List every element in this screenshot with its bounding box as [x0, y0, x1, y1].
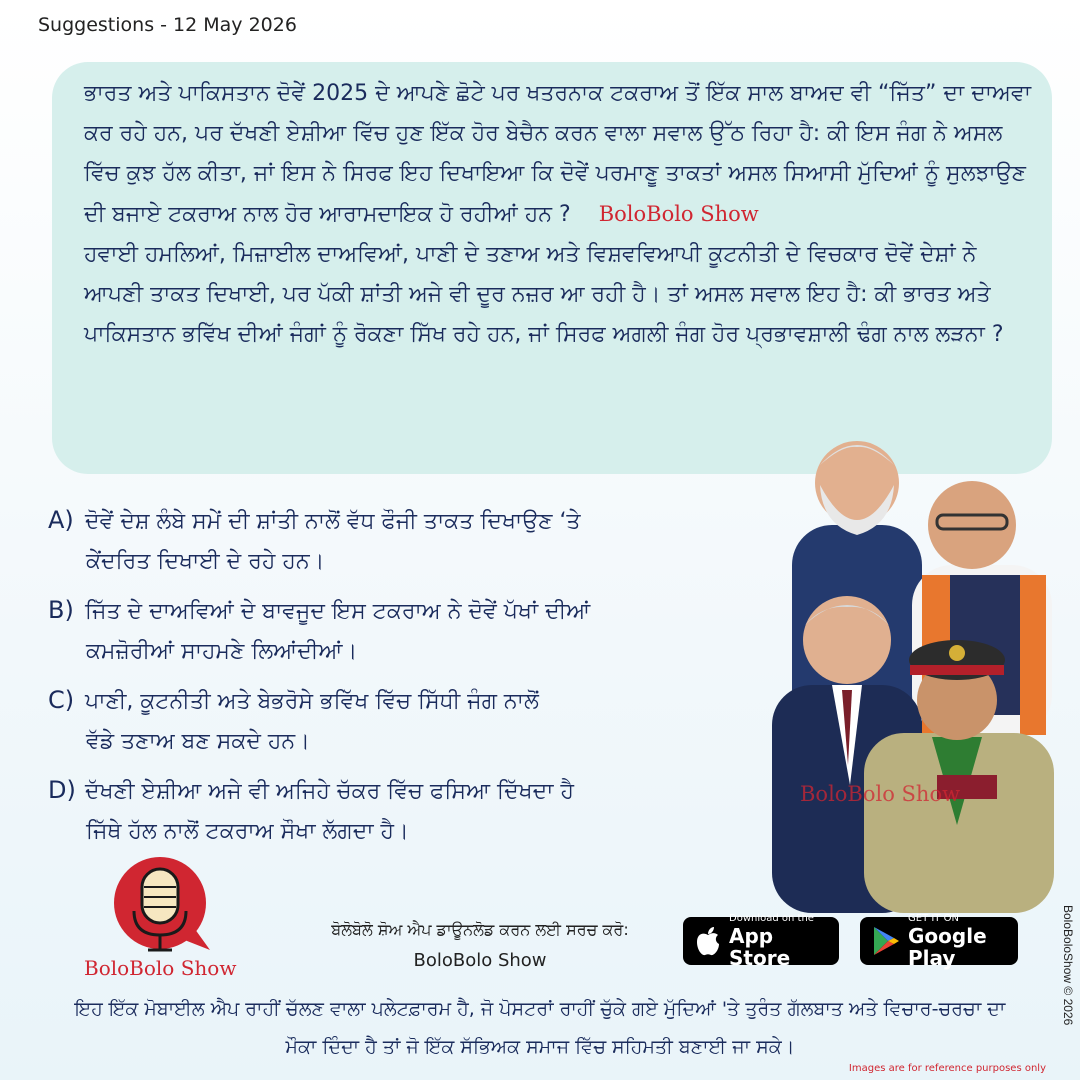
option-text-cont: ਕਮਜ਼ੋਰੀਆਂ ਸਾਹਮਣੇ ਲਿਆਂਦੀਆਂ। — [86, 639, 358, 664]
microphone-icon — [114, 857, 210, 950]
option-d[interactable] — [48, 770, 748, 852]
apple-icon — [695, 926, 721, 956]
option-letter: C) — [48, 686, 75, 714]
copyright-vertical — [1050, 905, 1075, 1065]
option-text-cont: ਜਿੱਥੇ ਹੱਲ ਨਾਲੋਂ ਟਕਰਾਅ ਸੌਖਾ ਲੱਗਦਾ ਹੈ। — [86, 819, 409, 844]
download-prompt — [300, 920, 660, 971]
option-letter: A) — [48, 506, 74, 534]
date-label: Suggestions - 12 May 2026 — [38, 14, 297, 36]
option-text: ਜਿੱਤ ਦੇ ਦਾਅਵਿਆਂ ਦੇ ਬਾਵਜੂਦ ਇਸ ਟਕਰਾਅ ਨੇ ਦੋਵੇਂ ਪੱਖਾਂ ਦੀਆਂ — [85, 599, 591, 624]
copyright-text: BoloBoloShow © 2026 — [1061, 905, 1075, 1026]
option-c[interactable] — [48, 680, 748, 762]
option-letter: D) — [48, 776, 76, 804]
app-store-big: App Store — [729, 924, 791, 970]
option-text: ਪਾਣੀ, ਕੂਟਨੀਤੀ ਅਤੇ ਬੇਭਰੋਸੇ ਭਵਿੱਖ ਵਿੱਚ ਸਿੱਧੀ ਜੰਗ ਨਾਲੋਂ — [85, 689, 539, 714]
google-play-button[interactable] — [860, 913, 1018, 970]
google-play-icon — [872, 926, 900, 956]
question-text-1: ਭਾਰਤ ਅਤੇ ਪਾਕਿਸਤਾਨ ਦੋਵੇਂ 2025 ਦੇ ਆਪਣੇ ਛੋਟੇ ਪਰ ਖਤਰਨਾਕ ਟਕਰਾਅ ਤੋਂ ਇੱਕ ਸਾਲ ਬਾਅਦ ਵੀ “ਜਿੱਤ” ਦਾ ਦਾਅਵਾ ਕਰ ਰਹੇ ਹਨ, ਪਰ ਦੱਖਣੀ ਏਸ਼ੀਆ ਵਿੱਚ ਹੁਣ ਇੱਕ ਹੋਰ ਬੇਚੈਨ ਕਰਨ ਵਾਲਾ ਸਵਾਲ ਉੱਠ ਰਿਹਾ ਹੈ: ਕੀ ਇਸ ਜੰਗ ਨੇ ਅਸਲ ਵਿੱਚ ਕੁਝ ਹੱਲ ਕੀਤਾ, ਜਾਂ ਇਸ ਨੇ ਸਿਰਫ ਇਹ ਦਿਖਾਇਆ ਕਿ ਦੋਵੇਂ ਪਰਮਾਣੂ ਤਾਕਤਾਂ ਅਸਲ ਸਿਆਸੀ ਮੁੱਦਿਆਂ ਨੂੰ ਸੁਲਝਾਉਣ ਦੀ ਬਜਾਏ ਟਕਰਾਅ ਨਾਲ ਹੋਰ ਆਰਾਮਦਾਇਕ ਹੋ ਰਹੀਆਂ ਹਨ ? — [84, 81, 1032, 227]
image-watermark: BoloBolo Show — [800, 782, 961, 806]
download-prompt-text: ਬੋਲੋਬੋਲੋ ਸ਼ੋਅ ਐਪ ਡਾਊਨਲੋਡ ਕਰਨ ਲਈ ਸਰਚ ਕਰੋ: — [331, 920, 629, 939]
option-letter: B) — [48, 596, 74, 624]
question-paragraph-1 — [84, 74, 1032, 235]
option-a[interactable] — [48, 500, 748, 582]
question-paragraph-2: ਹਵਾਈ ਹਮਲਿਆਂ, ਮਿਜ਼ਾਈਲ ਦਾਅਵਿਆਂ, ਪਾਣੀ ਦੇ ਤਣਾਅ ਅਤੇ ਵਿਸ਼ਵਵਿਆਪੀ ਕੂਟਨੀਤੀ ਦੇ ਵਿਚਕਾਰ ਦੋਵੇਂ ਦੇਸ਼ਾਂ ਨੇ ਆਪਣੀ ਤਾਕਤ ਦਿਖਾਈ, ਪਰ ਪੱਕੀ ਸ਼ਾਂਤੀ ਅਜੇ ਵੀ ਦੂਰ ਨਜ਼ਰ ਆ ਰਹੀ ਹੈ। ਤਾਂ ਅਸਲ ਸਵਾਲ ਇਹ ਹੈ: ਕੀ ਭਾਰਤ ਅਤੇ ਪਾਕਿਸਤਾਨ ਭਵਿੱਖ ਦੀਆਂ ਜੰਗਾਂ ਨੂੰ ਰੋਕਣਾ ਸਿੱਖ ਰਹੇ ਹਨ, ਜਾਂ ਸਿਰਫ ਅਗਲੀ ਜੰਗ ਹੋਰ ਪ੍ਰਭਾਵਸ਼ਾਲੀ ਢੰਗ ਨਾਲ ਲੜਨਾ ? — [84, 242, 1004, 347]
app-name: BoloBolo Show — [413, 950, 547, 971]
reference-note: Images are for reference purposes only — [848, 1063, 1046, 1074]
option-text: ਦੋਵੇਂ ਦੇਸ਼ ਲੰਬੇ ਸਮੇਂ ਦੀ ਸ਼ਾਂਤੀ ਨਾਲੋਂ ਵੱਧ ਫੌਜੀ ਤਾਕਤ ਦਿਖਾਉਣ ‘ਤੇ — [85, 509, 581, 534]
inline-brand-mark: BoloBolo Show — [598, 202, 759, 226]
option-text: ਦੱਖਣੀ ਏਸ਼ੀਆ ਅਜੇ ਵੀ ਅਜਿਹੇ ਚੱਕਰ ਵਿੱਚ ਫਸਿਆ ਦਿੱਖਦਾ ਹੈ — [85, 779, 574, 804]
google-play-small: GET IT ON — [908, 913, 959, 924]
leaders-photo — [772, 425, 1064, 913]
google-play-big: Google Play — [908, 924, 987, 970]
footer-description: ਇਹ ਇੱਕ ਮੋਬਾਈਲ ਐਪ ਰਾਹੀਂ ਚੱਲਣ ਵਾਲਾ ਪਲੇਟਫ਼ਾਰਮ ਹੈ, ਜੋ ਪੋਸਟਰਾਂ ਰਾਹੀਂ ਚੁੱਕੇ ਗਏ ਮੁੱਦਿਆਂ 'ਤੇ ਤੁਰੰਤ ਗੱਲਬਾਤ ਅਤੇ ਵਿਚਾਰ-ਚਰਚਾ ਦਾ ਮੌਕਾ ਦਿੰਦਾ ਹੈ ਤਾਂ ਜੋ ਇੱਕ ਸੱਭਿਅਕ ਸਮਾਜ ਵਿੱਚ ਸਹਿਮਤੀ ਬਣਾਈ ਜਾ ਸਕੇ। — [74, 998, 1006, 1058]
option-text-cont: ਵੱਡੇ ਤਣਾਅ ਬਣ ਸਕਦੇ ਹਨ। — [86, 729, 311, 754]
option-b[interactable] — [48, 590, 748, 672]
question-panel — [52, 62, 1052, 474]
logo-wordmark: BoloBolo Show — [84, 956, 237, 980]
app-store-button[interactable] — [683, 913, 839, 970]
app-store-small: Download on the — [729, 913, 814, 924]
options-list — [48, 500, 748, 860]
option-text-cont: ਕੇਂਦਰਿਤ ਦਿਖਾਈ ਦੇ ਰਹੇ ਹਨ। — [86, 549, 325, 574]
